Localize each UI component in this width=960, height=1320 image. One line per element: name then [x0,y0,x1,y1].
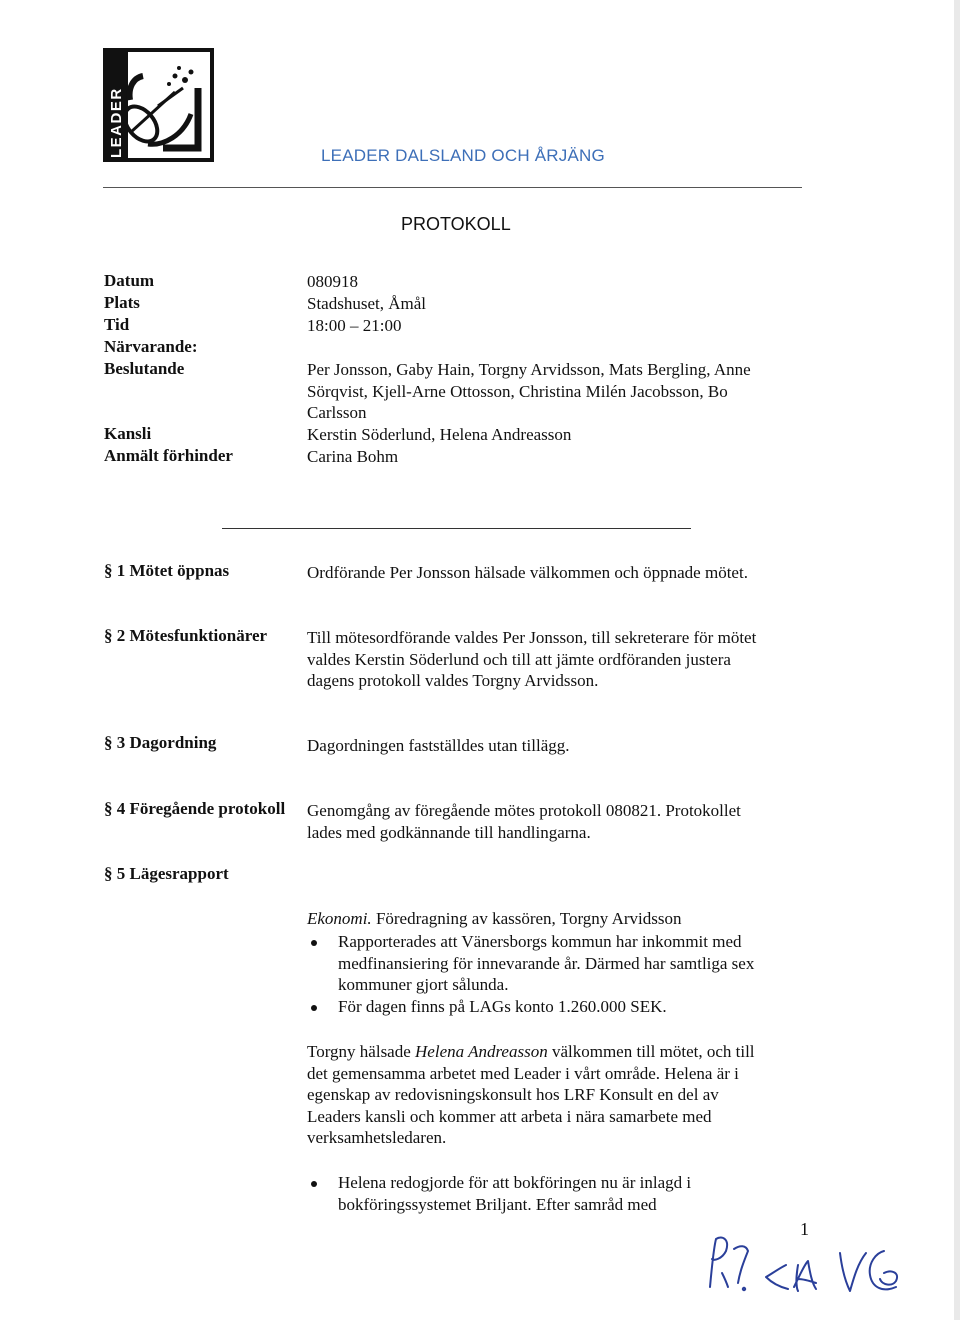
list-item [307,996,797,1018]
ekonomi-bullet-list [307,931,797,1017]
helena-bullet-list [307,1172,797,1215]
text-line: bokföringssystemet Briljant. Efter samråd med [338,1194,657,1214]
list-item [307,1172,797,1215]
bullet-icon [311,1005,317,1011]
header-divider [103,187,802,188]
ekonomi-line [307,908,807,930]
section-3-heading: § 3 Dagordning [104,733,217,752]
beslutande-line: Per Jonsson, Gaby Hain, Torgny Arvidsson, Mats Bergling, Anne [307,360,751,379]
leader-logo [103,48,214,162]
document-title: PROTOKOLL [401,214,511,234]
list-item [307,931,797,996]
text-line: det gemensamma arbetet med Leader i vårt område. Helena är i [307,1063,739,1083]
beslutande-label: Beslutande [104,359,185,378]
kansli-label: Kansli [104,424,152,443]
ekonomi-text: Föredragning av kassören, Torgny Arvidsson [371,909,682,928]
text-span: välkommen till mötet, och till [547,1042,755,1061]
organization-name: LEADER DALSLAND OCH ÅRJÄNG [321,146,605,165]
section-3-text: Dagordningen fastställdes utan tillägg. [307,736,570,755]
beslutande-line: Carlsson [307,403,367,422]
datum-value: 080918 [307,272,358,291]
scan-edge [954,0,960,1320]
page-number: 1 [800,1219,809,1239]
narvarande-label: Närvarande: [104,337,198,356]
section-5-heading: § 5 Lägesrapport [104,864,229,883]
helena-paragraph [307,1041,807,1149]
kansli-value: Kerstin Söderlund, Helena Andreasson [307,425,572,444]
bullet-icon [311,1181,317,1187]
forhinder-value: Carina Bohm [307,447,399,466]
text-line: kommuner gjort sålunda. [338,975,509,994]
tid-value: 18:00 – 21:00 [307,316,402,335]
text-line: Rapporterades att Vänersborgs kommun har inkommit med [338,932,742,951]
section-4-text [307,800,807,843]
text-line: dagens protokoll valdes Torgny Arvidsson. [307,671,599,690]
leader-logo-text: LEADER [108,87,125,158]
text-line: Leaders kansli och kommer att arbeta i nära samarbete med [307,1106,712,1126]
beslutande-value [307,359,807,424]
text-line: verksamhetsledaren. [307,1128,447,1147]
tid-label: Tid [104,315,130,334]
text-line: Till mötesordförande valdes Per Jonsson, till sekreterare för mötet [307,628,757,647]
text-line: Genomgång av föregående mötes protokoll 080821. Protokollet [307,801,741,820]
text-line: valdes Kerstin Söderlund och till att jämte ordföranden justera [307,649,731,669]
text-line: lades med godkännande till handlingarna. [307,822,591,842]
beslutande-line: Sörqvist, Kjell-Arne Ottosson, Christina Milén Jacobsson, Bo [307,381,728,401]
plats-value: Stadshuset, Åmål [307,294,426,313]
ekonomi-label: Ekonomi. [307,909,372,928]
signature-initials [700,1225,910,1305]
section-4-heading: § 4 Föregående protokoll [104,799,286,818]
section-2-heading: § 2 Mötesfunktionärer [104,626,268,645]
text-line [307,1041,807,1063]
section-1-heading: § 1 Mötet öppnas [104,561,230,580]
section-divider [222,528,691,529]
section-1-text: Ordförande Per Jonsson hälsade välkommen och öppnade mötet. [307,563,748,582]
text-line: egenskap av redovisningskonsult hos LRF Konsult en del av [307,1085,719,1104]
datum-label: Datum [104,271,155,290]
helena-name: Helena Andreasson [415,1042,548,1061]
forhinder-label: Anmält förhinder [104,446,233,465]
text-line: medfinansiering för innevarande år. Därmed har samtliga sex [338,953,755,973]
text-line: Helena redogjorde för att bokföringen nu är inlagd i [338,1173,692,1192]
bullet-icon [311,940,317,946]
text-line: För dagen finns på LAGs konto 1.260.000 SEK. [338,996,667,1016]
text-span: Torgny hälsade [307,1042,416,1061]
plats-label: Plats [104,293,140,312]
section-2-text [307,627,807,692]
